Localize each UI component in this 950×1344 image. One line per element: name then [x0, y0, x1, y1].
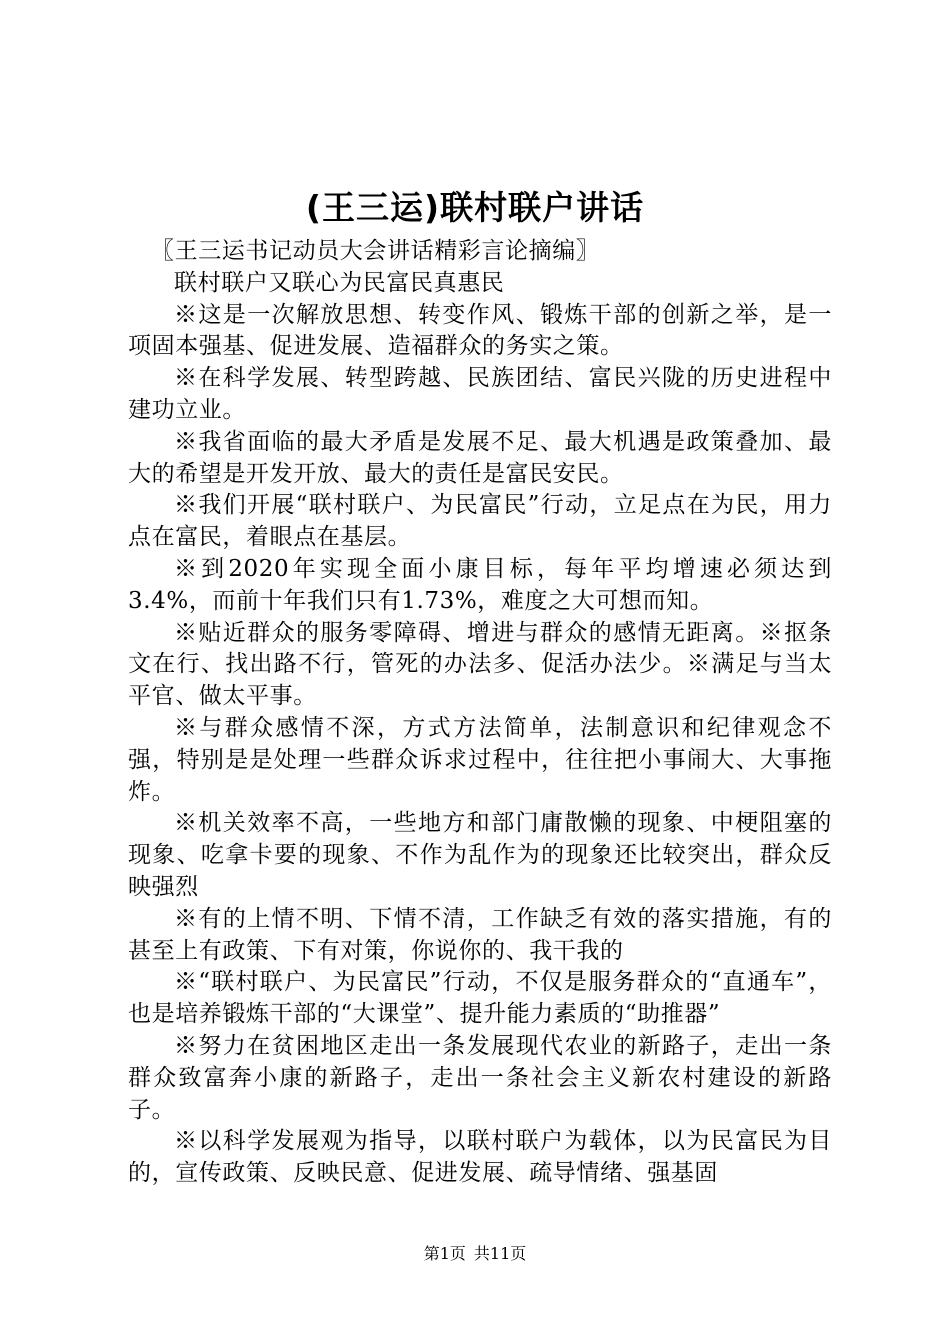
paragraph: ※与群众感情不深，方式方法简单，法制意识和纪律观念不强，特别是是处理一些群众诉求过程中，往往把小事闹大、大事拖炸。 [128, 714, 832, 805]
section-heading: 联村联户又联心为民富民真惠民 [174, 269, 505, 296]
subtitle: 〖王三运书记动员大会讲话精彩言论摘编〗 [151, 238, 600, 264]
paragraph: ※有的上情不明、下情不清，工作缺乏有效的落实措施，有的甚至上有政策、下有对策，你说你的、我干我的 [128, 905, 832, 964]
page-footer [0, 1244, 950, 1264]
paragraph: ※我省面临的最大矛盾是发展不足、最大机遇是政策叠加、最大的希望是开发开放、最大的责任是富民安民。 [128, 428, 832, 487]
paragraph: ※这是一次解放思想、转变作风、锻炼干部的创新之举，是一项固本强基、促进发展、造福群众的务实之策。 [128, 301, 832, 360]
paragraph: ※以科学发展观为指导，以联村联户为载体，以为民富民为目的，宣传政策、反映民意、促进发展、疏导情绪、强基固 [128, 1128, 832, 1187]
paragraph: ※贴近群众的服务零障碍、增进与群众的感情无距离。※抠条文在行、找出路不行，管死的办法多、促活办法少。※满足与当太平官、做太平事。 [128, 619, 832, 710]
paragraph: ※机关效率不高，一些地方和部门庸散懒的现象、中梗阻塞的现象、吃拿卡要的现象、不作为乱作为的现象还比较突出，群众反映强烈 [128, 810, 832, 900]
document-title: (王三运)联村联户讲话 [305, 188, 645, 227]
paragraph: ※我们开展“联村联户、为民富民”行动，立足点在为民，用力点在富民，着眼点在基层。 [128, 492, 832, 551]
document-body [128, 236, 832, 1190]
paragraph: ※努力在贫困地区走出一条发展现代农业的新路子，走出一条群众致富奔小康的新路子，走出一条社会主义新农村建设的新路子。 [128, 1032, 832, 1123]
paragraph: ※“联村联户、为民富民”行动，不仅是服务群众的“直通车”，也是培养锻炼干部的“大课堂”、提升能力素质的“助推器” [128, 969, 832, 1028]
paragraph: ※到2020年实现全面小康目标，每年平均增速必须达到3.4%，而前十年我们只有1.73%，难度之大可想而知。 [128, 555, 832, 614]
page-number: 第1页 [423, 1244, 466, 1263]
page-total: 共11页 [473, 1244, 527, 1263]
paragraph: ※在科学发展、转型跨越、民族团结、富民兴陇的历史进程中建功立业。 [128, 365, 832, 423]
